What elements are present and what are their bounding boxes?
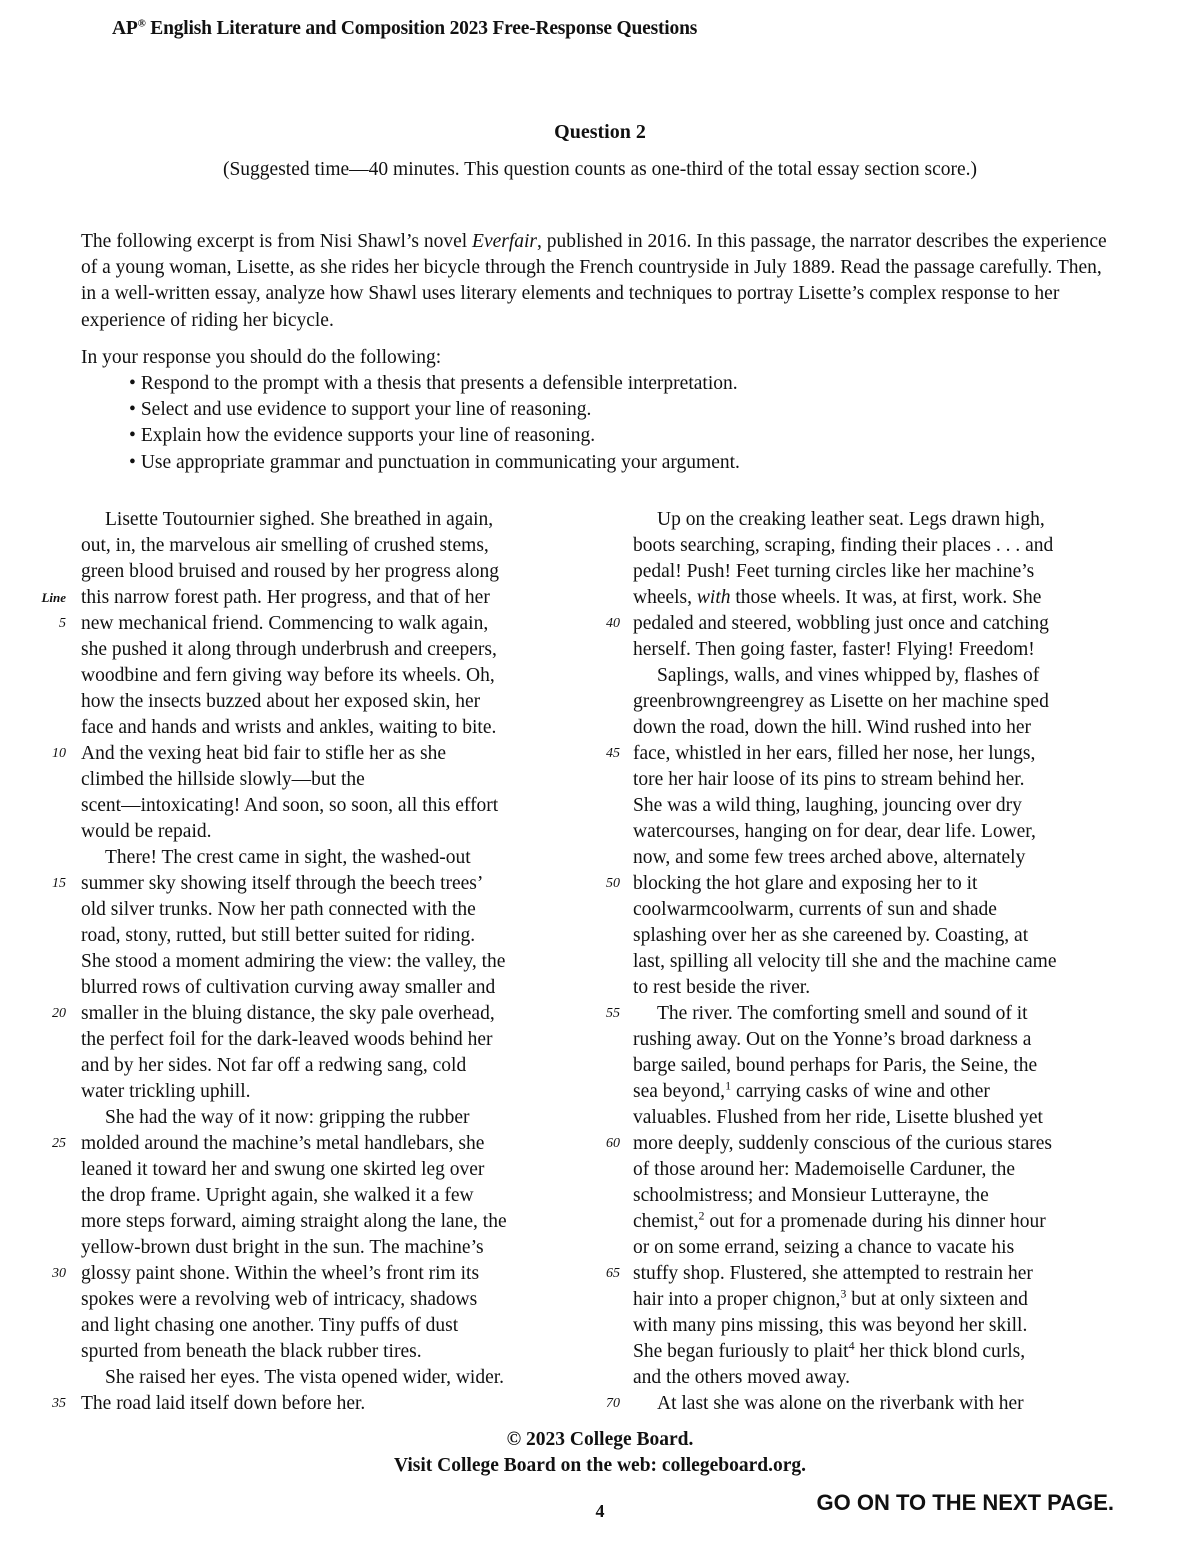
passage-line: would be repaid. (81, 821, 212, 842)
next-page-notice: GO ON TO THE NEXT PAGE. (816, 1490, 1114, 1515)
footnote-marker: 2 (698, 1208, 705, 1223)
passage-line (633, 1079, 1123, 1105)
passage-line: splashing over her as she careened by. Coasting, at (633, 925, 1029, 946)
passage-line: herself. Then going faster, faster! Flying! Freedom! (633, 639, 1035, 660)
passage-line: The river. The comforting smell and sound of it (657, 1003, 1028, 1024)
passage-line: And the vexing heat bid fair to stifle her as she (81, 743, 446, 764)
prompt-post: , published in 2016. In this passage, the narrator describes the experience of a young woman, Lisette, as she rides her bicycle through the French countryside in July 1889. Read the passage carefully. Then, in a well-written essay, analyze how Shawl uses literary elements and techniques to portray Lisette’s complex response to her experience of riding her bicycle. (81, 231, 1107, 331)
passage-left-column (81, 507, 571, 1417)
line-number: 10 (52, 746, 66, 761)
passage-line: pedaled and steered, wobbling just once and catching (633, 613, 1049, 634)
prompt-paragraph (81, 229, 1121, 334)
passage-line: she pushed it along through underbrush and creepers, (81, 639, 497, 660)
passage-line: blurred rows of cultivation curving away smaller and (81, 977, 496, 998)
passage-line: to rest beside the river. (633, 977, 811, 998)
line-fragment: her thick blond curls, (854, 1341, 1026, 1362)
instruction-item: • Select and use evidence to support your line of reasoning. (129, 397, 740, 423)
line-number: 45 (606, 746, 620, 761)
passage-line: and light chasing one another. Tiny puffs of dust (81, 1315, 459, 1336)
passage-line: out, in, the marvelous air smelling of crushed stems, (81, 535, 489, 556)
passage-line: pedal! Push! Feet turning circles like her machine’s (633, 561, 1035, 582)
passage-line: tore her hair loose of its pins to stream behind her. (633, 769, 1025, 790)
passage-line: yellow-brown dust bright in the sun. The machine’s (81, 1237, 484, 1258)
page-number: 4 (595, 1501, 605, 1521)
footnote-marker: 1 (725, 1078, 732, 1093)
passage-line (633, 1339, 1123, 1365)
passage-line: spurted from beneath the black rubber tires. (81, 1341, 422, 1362)
instructions-list (129, 371, 740, 476)
passage-line: Saplings, walls, and vines whipped by, flashes of (657, 665, 1040, 686)
passage-line: spokes were a revolving web of intricacy, shadows (81, 1289, 478, 1310)
line-number: 65 (606, 1266, 620, 1281)
passage-line: summer sky showing itself through the beech trees’ (81, 873, 484, 894)
line-fragment: carrying casks of wine and other (731, 1081, 990, 1102)
line-number: 70 (606, 1396, 620, 1411)
passage-line: greenbrowngreengrey as Lisette on her machine sped (633, 691, 1049, 712)
instruction-item: • Respond to the prompt with a thesis that presents a defensible interpretation. (129, 371, 740, 397)
line-number: 50 (606, 876, 620, 891)
line-number: 30 (52, 1266, 66, 1281)
passage-line: There! The crest came in sight, the washed-out (105, 847, 471, 868)
passage-line: watercourses, hanging on for dear, dear life. Lower, (633, 821, 1036, 842)
passage-line: the perfect foil for the dark-leaved woods behind her (81, 1029, 493, 1050)
passage-line: water trickling uphill. (81, 1081, 251, 1102)
passage-line: woodbine and fern giving way before its wheels. Oh, (81, 665, 495, 686)
instructions-intro: In your response you should do the following: (81, 347, 442, 368)
passage-line: how the insects buzzed about her exposed skin, her (81, 691, 481, 712)
passage-line: new mechanical friend. Commencing to walk again, (81, 613, 489, 634)
question-title: Question 2 (554, 121, 646, 143)
passage-line (633, 585, 1123, 611)
passage-line: blocking the hot glare and exposing her to it (633, 873, 978, 894)
passage-line: this narrow forest path. Her progress, and that of her (81, 587, 490, 608)
line-fragment: chemist, (633, 1211, 699, 1232)
line-number: 25 (52, 1136, 66, 1151)
line-number: 15 (52, 876, 66, 891)
header-title-post: English Literature and Composition 2023 Free-Response Questions (145, 18, 698, 39)
passage-line: She raised her eyes. The vista opened wider, wider. (105, 1367, 505, 1388)
footnote-marker: 3 (840, 1286, 847, 1301)
passage-line: leaned it toward her and swung one skirted leg over (81, 1159, 485, 1180)
line-number: 40 (606, 616, 620, 631)
instruction-item: • Use appropriate grammar and punctuation in communicating your argument. (129, 450, 740, 476)
passage-line: last, spilling all velocity till she and the machine came (633, 951, 1057, 972)
line-fragment: wheels, (633, 587, 697, 608)
line-number: 35 (52, 1396, 66, 1411)
passage-line: glossy paint shone. Within the wheel’s front rim its (81, 1263, 480, 1284)
line-fragment: those wheels. It was, at first, work. She (730, 587, 1042, 608)
passage-line: face and hands and wrists and ankles, waiting to bite. (81, 717, 497, 738)
website-notice: Visit College Board on the web: collegeboard.org. (394, 1455, 806, 1476)
instruction-item: • Explain how the evidence supports your line of reasoning. (129, 423, 740, 449)
passage-line: old silver trunks. Now her path connected with the (81, 899, 476, 920)
passage-line: and the others moved away. (633, 1367, 850, 1388)
passage-line: smaller in the bluing distance, the sky pale overhead, (81, 1003, 495, 1024)
passage-line: She was a wild thing, laughing, jouncing over dry (633, 795, 1022, 816)
passage-line: more deeply, suddenly conscious of the curious stares (633, 1133, 1052, 1154)
line-label: Line (41, 590, 66, 605)
passage-line: rushing away. Out on the Yonne’s broad darkness a (633, 1029, 1032, 1050)
line-number: 60 (606, 1136, 620, 1151)
passage-line: scent—intoxicating! And soon, so soon, all this effort (81, 795, 499, 816)
line-fragment: but at only sixteen and (846, 1289, 1028, 1310)
passage-line: or on some errand, seizing a chance to vacate his (633, 1237, 1015, 1258)
question-time-note: (Suggested time—40 minutes. This question counts as one-third of the total essay section score.) (222, 159, 978, 180)
passage-line: road, stony, rutted, but still better suited for riding. (81, 925, 476, 946)
line-number: 5 (59, 616, 66, 631)
passage-line: valuables. Flushed from her ride, Lisette blushed yet (633, 1107, 1043, 1128)
line-number: 55 (606, 1006, 620, 1021)
passage-line: with many pins missing, this was beyond her skill. (633, 1315, 1028, 1336)
passage-line: barge sailed, bound perhaps for Paris, the Seine, the (633, 1055, 1038, 1076)
passage-line: coolwarmcoolwarm, currents of sun and shade (633, 899, 997, 920)
passage-line: face, whistled in her ears, filled her nose, her lungs, (633, 743, 1036, 764)
passage-line (633, 1209, 1123, 1235)
passage-line: schoolmistress; and Monsieur Lutterayne, the (633, 1185, 989, 1206)
copyright-notice: © 2023 College Board. (506, 1429, 694, 1450)
line-fragment: sea beyond, (633, 1081, 726, 1102)
passage-line (633, 1287, 1123, 1313)
footnote-marker: 4 (848, 1338, 855, 1353)
passage-line: stuffy shop. Flustered, she attempted to restrain her (633, 1263, 1033, 1284)
page-header (112, 18, 697, 40)
passage-line: and by her sides. Not far off a redwing sang, cold (81, 1055, 467, 1076)
line-fragment: She began furiously to plait (633, 1341, 849, 1362)
passage-line: green blood bruised and roused by her progress along (81, 561, 500, 582)
line-fragment: out for a promenade during his dinner hour (704, 1211, 1046, 1232)
passage-line: the drop frame. Upright again, she walked it a few (81, 1185, 474, 1206)
passage-right-column (633, 507, 1123, 1417)
passage-line: climbed the hillside slowly—but the (81, 769, 365, 790)
passage-line: Lisette Toutournier sighed. She breathed in again, (105, 509, 494, 530)
passage-line: boots searching, scraping, finding their places . . . and (633, 535, 1054, 556)
passage-line: molded around the machine’s metal handlebars, she (81, 1133, 485, 1154)
passage-line: At last she was alone on the riverbank with her (657, 1393, 1024, 1414)
passage-line: She had the way of it now: gripping the rubber (105, 1107, 470, 1128)
italic-word: with (696, 587, 731, 608)
passage-line: now, and some few trees arched above, alternately (633, 847, 1026, 868)
line-fragment: hair into a proper chignon, (633, 1289, 841, 1310)
registered-mark: ® (137, 17, 146, 30)
passage-line: more steps forward, aiming straight along the lane, the (81, 1211, 507, 1232)
passage-line: of those around her: Mademoiselle Carduner, the (633, 1159, 1016, 1180)
header-title-pre: AP (112, 18, 138, 39)
passage-line: Up on the creaking leather seat. Legs drawn high, (657, 509, 1045, 530)
passage-line: down the road, down the hill. Wind rushed into her (633, 717, 1031, 738)
prompt-pre: The following excerpt is from Nisi Shawl’s novel (81, 231, 473, 252)
prompt-book-title: Everfair (472, 231, 538, 252)
passage-line: The road laid itself down before her. (81, 1393, 366, 1414)
line-number: 20 (52, 1006, 66, 1021)
passage-line: She stood a moment admiring the view: the valley, the (81, 951, 506, 972)
